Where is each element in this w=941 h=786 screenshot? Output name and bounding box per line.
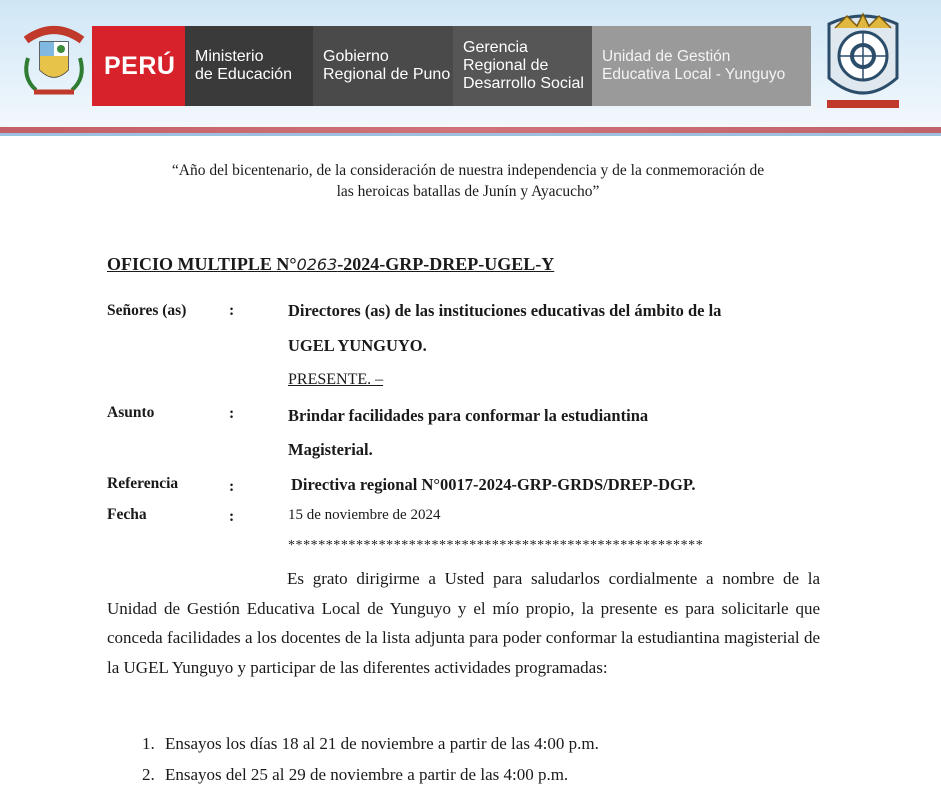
gerencia-regional-box [453,26,592,106]
presente-text: PRESENTE. – [288,371,384,388]
gobierno-regional-box [313,26,453,106]
fecha-label: Fecha [107,506,147,523]
ugel-line-1: Unidad de Gestión [602,48,731,65]
gerencia-line-3: Desarrollo Social [463,75,584,92]
list-item [142,765,568,785]
peru-brand-box [92,26,185,106]
region-puno-seal-icon [823,8,903,118]
body-paragraph: Es grato dirigirme a Usted para saludarlos cordialmente a nombre de la Unidad de Gestión Educativa Local de Yunguyo y el mío propio, la presente es para solicitarle que conceda facilidades a los docentes de la lista adjunta para poder conformar la estudiantina magisterial de la UGEL Yunguyo y participar de las diferentes actividades programadas: [107,569,820,677]
gerencia-line-1: Gerencia [463,39,528,56]
asunto-value-line-1: Brindar facilidades para conformar la estudiantina [288,406,649,425]
senores-value-line-2: UGEL YUNGUYO. [288,336,427,355]
minedu-line-2: de Educación [195,66,292,83]
gerencia-line-2: Regional de [463,57,549,74]
gore-line-1: Gobierno [323,48,389,65]
minedu-line-1: Ministerio [195,48,264,65]
referencia-colon: : [229,478,235,495]
fecha-value: 15 de noviembre de 2024 [288,507,441,523]
header-blue-rule [0,133,941,136]
ugel-line-2: Educativa Local - Yunguyo [602,66,786,83]
title-suffix: -2024-GRP-DREP-UGEL-Y [337,254,555,274]
asunto-colon: : [229,405,235,422]
list-item-number: 1. [142,734,155,753]
document-title [107,254,554,275]
title-prefix: OFICIO MULTIPLE N° [107,254,297,274]
asterisk-separator: ******************************************************* [288,538,704,553]
asunto-value-line-2: Magisterial. [288,440,373,459]
list-item [142,734,599,754]
peru-coat-of-arms-icon [18,18,90,100]
senores-label: Señores (as) [107,302,187,319]
senores-colon: : [229,302,235,319]
list-item-text: Ensayos los días 18 al 21 de noviembre a partir de las 4:00 p.m. [165,734,599,753]
handwritten-document-number: 0263 [296,255,338,274]
referencia-value: Directiva regional N°0017-2024-GRP-GRDS/DREP-DGP. [291,475,696,494]
ugel-yunguyo-box [592,26,811,106]
fecha-colon: : [229,508,235,525]
gore-line-2: Regional de Puno [323,66,451,83]
senores-value-line-1: Directores (as) de las instituciones educativas del ámbito de la [288,301,722,320]
asunto-label: Asunto [107,404,155,421]
peru-label: PERÚ [104,52,176,80]
list-item-number: 2. [142,765,155,784]
referencia-label: Referencia [107,475,179,492]
ministerio-educacion-box [185,26,313,106]
motto-line-2: las heroicas batallas de Junín y Ayacucho” [336,183,600,200]
list-item-text: Ensayos del 25 al 29 de noviembre a partir de las 4:00 p.m. [165,765,569,784]
motto-line-1: “Año del bicentenario, de la consideración de nuestra independencia y de la conmemoración de [171,162,765,179]
year-motto [90,160,846,202]
